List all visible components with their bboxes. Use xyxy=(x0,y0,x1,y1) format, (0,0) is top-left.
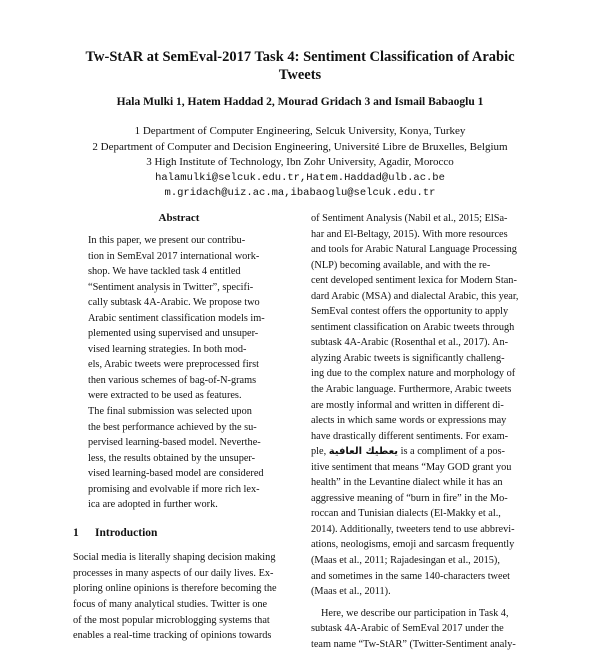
body-line: alects in which same words or expressions may xyxy=(311,415,507,427)
abstract-line: els, Arabic tweets were preprocessed first xyxy=(88,359,259,371)
affiliation-1: 1 Department of Computer Engineering, Selcuk University, Konya, Turkey xyxy=(134,125,466,137)
body-line: and sometimes in the same 140-characters tweet xyxy=(311,570,510,582)
introduction-heading xyxy=(73,526,285,542)
intro-line: ploring online opinions is therefore becoming the xyxy=(73,583,277,595)
body-line: have drastically different sentiments. For exam- xyxy=(311,430,509,442)
affiliations xyxy=(30,124,570,202)
body-line: and tools for Arabic Natural Language Processing xyxy=(311,244,517,256)
abstract-line: pervised learning-based model. Neverthe- xyxy=(88,437,261,449)
author-list: Hala Mulki 1, Hatem Haddad 2, Mourad Gridach 3 and Ismail Babaoglu 1 xyxy=(116,96,484,108)
abstract-line: the best performance achieved by the su- xyxy=(88,421,257,433)
abstract-line: cally subtask 4A-Arabic. We propose two xyxy=(88,297,260,309)
body-line: ations, neologisms, emoji and sarcasm frequently xyxy=(311,539,515,551)
body-line: subtask 4A-Arabic (Rosenthal et al., 2017). An- xyxy=(311,337,509,349)
title-line-1: Tw-StAR at SemEval-2017 Task 4: Sentiment Classification of Arabic xyxy=(85,49,515,65)
body-line: subtask 4A-Arabic of SemEval 2017 under the xyxy=(311,623,504,635)
abstract-line: tion in SemEval 2017 international work- xyxy=(88,250,260,262)
intro-line: processes in many aspects of our daily lives. Ex- xyxy=(73,567,274,579)
abstract-line: The final submission was selected upon xyxy=(88,406,252,418)
abstract-line: less, the results obtained by the unsuper- xyxy=(88,452,256,464)
introduction-body xyxy=(73,550,285,643)
body-line: SemEval contest offers the opportunity to apply xyxy=(311,306,509,318)
arabic-phrase: يعطيك العافية xyxy=(328,446,399,458)
abstract-line: shop. We have tackled task 4 entitled xyxy=(88,266,241,278)
title-line-2: Tweets xyxy=(278,67,322,83)
section-title: Introduction xyxy=(95,526,158,539)
body-line: the Arabic language. Furthermore, Arabic tweets xyxy=(311,384,512,396)
body-line: (Maas et al., 2011). xyxy=(311,586,391,598)
body-line: are mostly informal and written in different di- xyxy=(311,399,504,411)
abstract-line: “Sentiment analysis in Twitter”, specifi- xyxy=(88,281,254,293)
body-line: itive sentiment that means “May GOD grant you xyxy=(311,461,512,473)
abstract-line: vised learning strategies. In both mod- xyxy=(88,343,247,355)
intro-line: Social media is literally shaping decision making xyxy=(73,552,276,564)
body-line: health” in the Levantine dialect while it has an xyxy=(311,477,503,489)
body-line: har and El-Beltagy, 2015). With more resources xyxy=(311,228,508,240)
body-line: dard Arabic (MSA) and dialectal Arabic, this year, xyxy=(311,290,519,302)
body-line: (NLP) becoming available, and with the re- xyxy=(311,259,491,271)
body-line: of Sentiment Analysis (Nabil et al., 2015; ElSa- xyxy=(311,213,508,224)
arabic-example-line xyxy=(311,444,527,460)
body-line: team name “Tw-StAR” (Twitter-Sentiment analy- xyxy=(311,638,516,650)
body-line: alyzing Arabic tweets is significantly challeng- xyxy=(311,352,505,364)
abstract-line: promising and evolvable if more rich lex- xyxy=(88,483,260,495)
affiliation-2: 2 Department of Computer and Decision Engineering, Université Libre de Bruxelles, Belgium xyxy=(92,140,508,153)
example-prefix: ple, xyxy=(311,446,327,458)
email-line-2: m.gridach@uiz.ac.ma,ibabaoglu@selcuk.edu.tr xyxy=(164,187,436,199)
abstract-body xyxy=(88,233,285,513)
body-line: roccan and Tunisian dialects (El-Makky et al., xyxy=(311,508,501,520)
section-number: 1 xyxy=(73,526,79,539)
body-line: ing due to the complex nature and morphology of xyxy=(311,368,516,380)
affiliation-3: 3 High Institute of Technology, Ibn Zohr University, Agadir, Morocco xyxy=(146,156,454,168)
right-column xyxy=(311,211,527,652)
body-line: 2014). Additionally, tweeters tend to use abbrevi- xyxy=(311,523,515,535)
body-line: (Maas et al., 2011; Rajadesingan et al., 2015), xyxy=(311,555,500,567)
body-line: sentiment classification on Arabic tweets through xyxy=(311,321,515,333)
abstract-line: Arabic sentiment classification models im- xyxy=(88,312,265,324)
abstract-line: plemented using supervised and unsuper- xyxy=(88,328,259,340)
abstract-line: ica are adopted in further work. xyxy=(88,499,218,511)
intro-line: of the most popular microblogging systems that xyxy=(73,614,270,626)
example-suffix: is a compliment of a pos- xyxy=(400,446,505,458)
body-line: cent developed sentiment lexica for Modern Stan- xyxy=(311,275,517,287)
abstract-heading: Abstract xyxy=(158,212,200,224)
abstract-line: were extracted to be used as features. xyxy=(88,390,242,402)
email-line-1: halamulki@selcuk.edu.tr,Hatem.Haddad@ulb.ac.be xyxy=(155,171,445,184)
abstract-line: then various schemes of bag-of-N-grams xyxy=(88,374,257,386)
intro-line: enables a real-time tracking of opinions towards xyxy=(73,630,272,642)
body-line: aggressive meaning of “burn in fire” in the Mo- xyxy=(311,492,508,504)
paper-title xyxy=(70,48,530,84)
left-column xyxy=(73,211,285,644)
abstract-line: vised learning-based model are considered xyxy=(88,468,264,480)
abstract-line: In this paper, we present our contribu- xyxy=(88,235,246,246)
intro-line: focus of many analytical studies. Twitter is one xyxy=(73,599,268,611)
body-line: Here, we describe our participation in Task 4, xyxy=(321,607,509,619)
